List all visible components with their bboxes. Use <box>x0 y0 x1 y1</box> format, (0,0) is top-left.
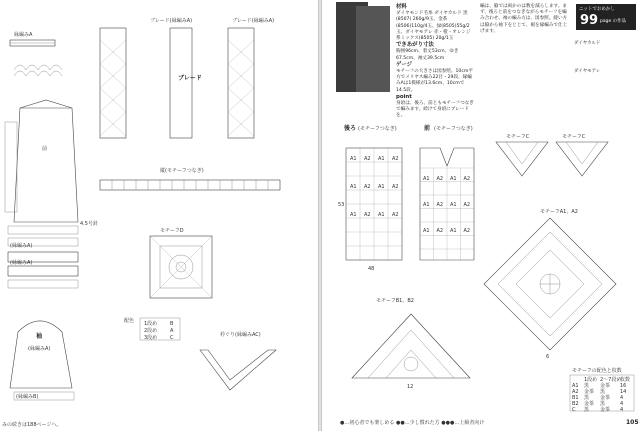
grid-cell-label: A2 <box>463 202 471 208</box>
collar-label: 衿ぐり(縁編みAC) <box>220 332 261 338</box>
grid-cell-label: A2 <box>392 184 399 190</box>
tab-page-number: 99 <box>580 13 599 28</box>
hem-label: (縁編みA) <box>10 243 33 249</box>
grid-cell-label: A1 <box>423 202 430 208</box>
front-label: 前 <box>424 125 431 132</box>
motif-color-table <box>570 367 634 413</box>
color-table-cell: 金茶 <box>584 401 595 407</box>
grid-cell-label: A2 <box>392 212 399 218</box>
color-table-cell: 16 <box>620 383 627 389</box>
gauge-text: モチーフの大きさは図参照。10cm平方でメリヤス編み22目・29段、縁編みAは1模様が13.6cm、10cmで14.5段。 <box>396 69 473 93</box>
color-table-cell: 4 <box>620 401 624 407</box>
back-panel-diagram <box>343 124 402 260</box>
back-width-dim: 48 <box>368 266 375 272</box>
sleeve-label: 袖 <box>36 333 43 340</box>
color-table-cell: 金茶 <box>584 389 595 395</box>
motif-b-chart <box>352 298 470 378</box>
motif-c2-label: モチーフC <box>562 134 586 140</box>
color-table-cell: 金茶 <box>600 407 611 413</box>
color-table-cell: 黒 <box>584 395 590 401</box>
color-table-cell: 4 <box>620 407 624 413</box>
motif-d-label: モチーフD <box>160 228 184 234</box>
grid-cell-label: A1 <box>378 184 385 190</box>
grid-cell-label: A2 <box>364 212 371 218</box>
method-text: 編は、脇では両かのは数を減らします。まず、後ろと前をつなぎながらモチーフを編み合わせ、袖の編み方は、図参照。縫い方は脇から袖下をとじて、裾を縁編みで仕上げます。 <box>480 4 568 34</box>
color-table-cell: A2 <box>572 389 579 395</box>
color-table-cell: C <box>572 407 576 413</box>
arrangement-label: 配色 <box>124 318 135 324</box>
grid-cell-label: A1 <box>423 228 430 234</box>
grid-cell-label: A1 <box>350 212 357 218</box>
color-table-cell: B2 <box>572 401 579 407</box>
color-table-cell: 金茶 <box>600 383 611 389</box>
motif-c-charts <box>496 134 608 176</box>
grid-cell-label: A1 <box>450 202 457 208</box>
motif-a-label: モチーフA1、A2 <box>540 209 578 215</box>
left-footer-note: みの続きは188ページへ。 <box>2 422 62 428</box>
color-table-cell: 黒 <box>584 407 590 413</box>
grid-cell-label: A1 <box>450 228 457 234</box>
grid-cell-label: A1 <box>378 212 385 218</box>
motif-half-dim: 6 <box>546 354 550 360</box>
grid-cell-label: A1 <box>350 156 357 162</box>
color-row-3-val: C <box>170 335 174 341</box>
page-number: 105 <box>626 419 639 426</box>
color-table-cell: 1段め <box>584 377 598 383</box>
motif-b-label: モチーフB1、B2 <box>376 298 414 304</box>
difficulty-legend: ●…初心者でも楽しめる ●●…少し慣れた方 ●●●…上級者向け <box>340 420 485 426</box>
grid-cell-label: A2 <box>364 184 371 190</box>
motif-a-chart <box>484 209 616 350</box>
color-table-cell: 黒 <box>584 383 590 389</box>
size-heading: できあがり寸法 <box>396 42 434 49</box>
grid-cell-label: A2 <box>436 202 444 208</box>
hem-label-2: (縁編みA) <box>10 260 33 266</box>
gauge-heading: ゲージ <box>396 61 413 68</box>
braid-center-label: ブレード <box>178 75 202 82</box>
sleeve-hem-b-label: (縁編みB) <box>16 394 39 400</box>
materials-text: ダイヤモンド毛糸 ダイヤカルド 黒(8507) 260g/9玉、金茶(8506)110g/4玉、緑(8505)55g/2玉、ダイヤモアレ 赤・橙・オレンジ系ミックス(8505) 20g/1玉 <box>396 11 471 42</box>
color-table-cell: 4 <box>620 395 624 401</box>
front-sub-label: (モチーフつなぎ) <box>434 126 473 132</box>
color-table-cell: A1 <box>572 383 579 389</box>
grid-cell-label: A1 <box>350 184 357 190</box>
color-row-3-step: 3段め <box>144 335 158 341</box>
motif-c-label: モチーフC <box>506 134 530 140</box>
grid-cell-label: A1 <box>450 176 457 182</box>
braid-a-label: ブレード(縁編みA) <box>150 18 193 24</box>
grid-cell-label: A2 <box>436 228 444 234</box>
front-body-label: 前 <box>42 146 48 152</box>
grid-cell-label: A2 <box>364 156 371 162</box>
color-table-cell: 枚数 <box>620 377 631 383</box>
back-label: 後ろ <box>344 125 357 132</box>
color-table-cell: 金茶 <box>600 395 611 401</box>
grid-cell-label: A1 <box>423 176 430 182</box>
tab-title: ニットでおめかし <box>579 7 615 12</box>
color-table-title: モチーフの配色と枚数 <box>572 368 622 374</box>
color-table-cell: 黒 <box>600 389 606 395</box>
tab-suffix: page の作品 <box>600 19 627 24</box>
side-note: 4.5号針 <box>80 221 98 227</box>
grid-cell-label: A2 <box>392 156 399 162</box>
color-row-1-step: 1段め <box>144 321 158 327</box>
back-height-dim: 53 <box>338 202 345 208</box>
grid-cell-label: A1 <box>378 156 385 162</box>
braid-a2-label: ブレード(縁編みA) <box>232 18 275 24</box>
motif-join-label: 縦(モチーフつなぎ) <box>160 168 204 174</box>
materials-heading: 材料 <box>396 4 407 10</box>
motif-size-dim: 12 <box>407 384 414 390</box>
yarn-note-1: ダイヤカルド <box>574 41 601 46</box>
grid-cell-label: A2 <box>463 228 471 234</box>
yarn-note-2: ダイヤモアレ <box>574 69 601 74</box>
color-table-cell: 黒 <box>600 401 606 407</box>
point-text: 身頃は、後ろ、前ともモチーフつなぎで編みます。続けて身頃にブレードを。 <box>396 101 474 119</box>
border-pattern-label: 縁編みA <box>14 32 33 38</box>
size-text: 胸囲96cm、着丈53cm、ゆき67.5cm、袖丈39.5cm <box>396 49 459 61</box>
point-heading: point <box>396 93 412 100</box>
color-row-1-val: B <box>170 321 174 327</box>
grid-cell-label: A2 <box>436 176 444 182</box>
grid-cell-label: A2 <box>463 176 471 182</box>
color-table-cell: B1 <box>572 395 579 401</box>
back-sub-label: (モチーフつなぎ) <box>358 126 397 132</box>
color-table-cell: 14 <box>620 389 627 395</box>
front-panel-diagram <box>420 124 474 260</box>
color-row-2-step: 2段め <box>144 328 158 334</box>
color-table-cell: 2〜7段め <box>600 377 622 383</box>
color-row-2-val: A <box>170 328 174 334</box>
sleeve-hem-label: (縁編みA) <box>28 346 51 352</box>
